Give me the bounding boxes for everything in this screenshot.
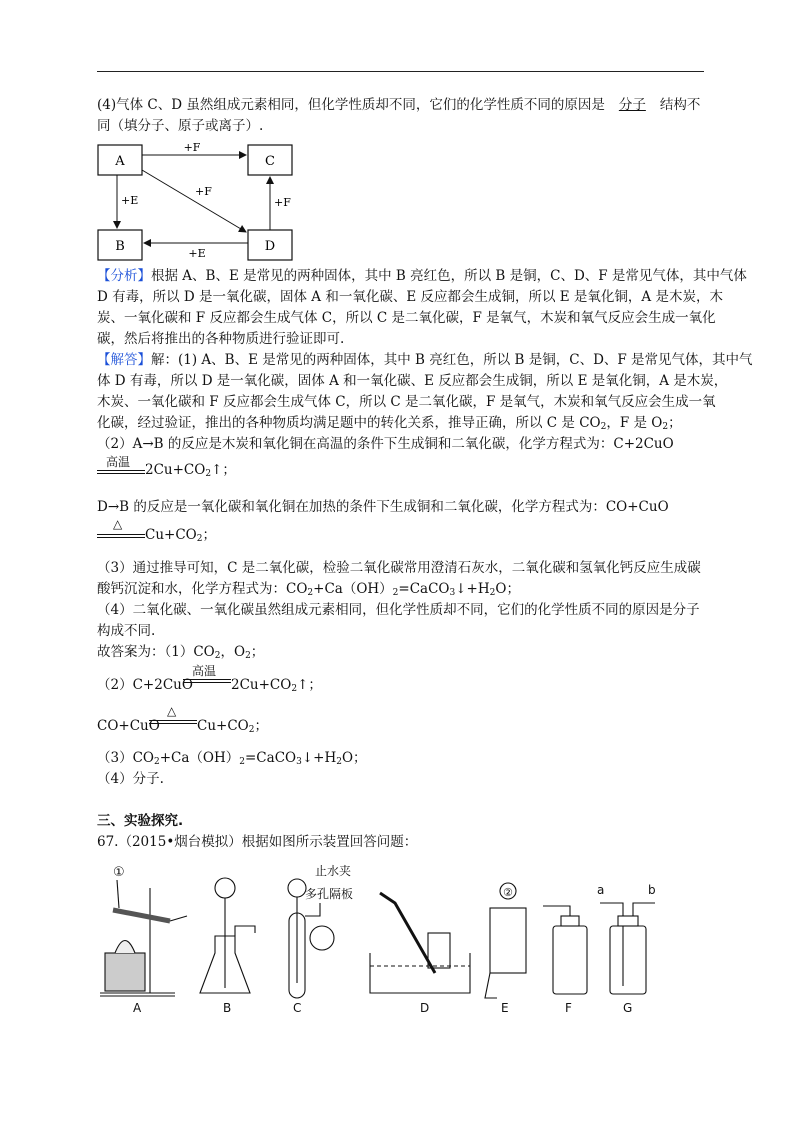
cond-heat: △ — [113, 517, 123, 531]
caption-d: D — [420, 1001, 430, 1015]
answers-2-right: $2Cu+CO_2↑$； — [231, 677, 322, 694]
answers-3: $(3)CO_2+Ca(OH)_2=CaCO_3↓+H_2O$； — [97, 750, 367, 767]
box-a-label: A — [115, 154, 125, 169]
solution-line2: 体 D 有毒，所以 D 是一氧化碳，固体 A 和一氧化碳、E 反应都会生成铜，所以 E 是氧化铜，A 是木炭， — [97, 373, 728, 389]
answers-cond-high: 高温 — [192, 664, 217, 678]
solution-line3: 木炭、一氧化碳和 F 反应都会生成气体 C，所以 C 是二氧化碳，F 是氧气，木炭和氧气反应会生成一氧 — [97, 394, 716, 410]
box-c-label: C — [265, 154, 275, 169]
answers-4: （4）分子. — [97, 771, 164, 787]
caption-b: B — [223, 1001, 232, 1015]
apparatus-figure — [95, 858, 695, 1018]
solution-p4-line1: （4）二氧化碳、一氧化碳虽然组成元素相同，但化学性质却不同，它们的化学性质不同的原因是分子 — [97, 602, 700, 618]
equals-bar-2 — [97, 534, 145, 538]
label-clamp: 止水夹 — [315, 864, 352, 878]
caption-e: E — [501, 1001, 509, 1015]
solution-p2-product: $2Cu+CO_2↑$； — [145, 462, 236, 479]
apparatus-a — [100, 865, 187, 996]
analysis-line1: 【分析】根据 A、B、E 是常见的两种固体，其中 B 亮红色，所以 B 是铜，C、D、F 是常见气体，其中气体 — [97, 268, 747, 284]
q4-line2: 同（填分子、原子或离子）. — [97, 118, 264, 134]
caption-a: A — [133, 1001, 142, 1015]
label-b: b — [648, 883, 656, 897]
solution-p3-line2: 酸钙沉淀和水，化学方程式为：$CO_2+Ca(OH)_2=CaCO_3↓+H_2O$； — [97, 581, 520, 598]
label-plate: 多孔隔板 — [305, 887, 354, 901]
q4-line1: (4)气体 C、D 虽然组成元素相同，但化学性质却不同，它们的化学性质不同的原因是 分子 结构不 — [97, 97, 701, 113]
label-one: ① — [113, 865, 125, 880]
caption-c: C — [293, 1001, 302, 1015]
apparatus-f — [543, 906, 587, 994]
label-a: a — [597, 883, 605, 897]
answers-head: 故答案为：$(1)CO_2$，$O_2$； — [97, 644, 265, 661]
analysis-line2: D 有毒，所以 D 是一氧化碳，固体 A 和一氧化碳、E 反应都会生成铜，所以 E 是氧化铜，A 是木炭，木 — [97, 289, 723, 305]
apparatus-c — [288, 863, 353, 998]
caption-g: G — [623, 1001, 633, 1015]
question-67: 67.（2015•烟台模拟）根据如图所示装置回答问题： — [97, 834, 418, 850]
cond-high-temp: 高温 — [106, 455, 131, 469]
header-rule — [97, 71, 704, 72]
analysis-line3: 炭、一氧化碳和 F 反应都会生成气体 C，所以 C 是二氧化碳，F 是氧气，木炭和氧气反应会生成一氧化 — [97, 310, 716, 326]
flow-diagram — [95, 140, 310, 265]
analysis-tag: 【分析】 — [97, 268, 151, 284]
answers-equals-bar — [183, 679, 231, 683]
section-title: 三、实验探究. — [97, 813, 184, 829]
label-two: ② — [503, 886, 513, 899]
equals-bar — [97, 470, 145, 474]
solution-line4: 化碳，经过验证，推出的各种物质均满足题中的转化关系，推导正确，所以 C 是 $CO_2$，F 是 $O_2$； — [97, 415, 682, 432]
q4-answer: 分子 — [618, 97, 646, 113]
solution-line1: 【解答】解：(1) A、B、E 是常见的两种固体，其中 B 亮红色，所以 B 是铜，C、D、F 是常见气体，其中气 — [97, 352, 753, 368]
box-d-label: D — [264, 239, 276, 254]
box-b-label: B — [115, 239, 125, 254]
answers-cond-heat: △ — [167, 704, 177, 718]
caption-f: F — [565, 1001, 572, 1015]
solution-tag: 【解答】 — [97, 352, 151, 368]
solution-p4-line2: 构成不同. — [97, 623, 156, 639]
apparatus-b — [200, 878, 255, 993]
analysis-line4: 碳，然后将推出的各种物质进行验证即可. — [97, 331, 345, 347]
label-a-b: +E — [121, 194, 139, 207]
answers-equals-bar-2 — [149, 720, 197, 724]
apparatus-d — [370, 893, 470, 993]
answers-2b-left: CO+CuO — [97, 718, 160, 734]
solution-p3-line1: （3）通过推导可知，C 是二氧化碳，检验二氧化碳常用澄清石灰水，二氧化碳和氢氧化钙反应生成碳 — [97, 560, 701, 576]
solution-p2b-line: D→B 的反应是一氧化碳和氧化铜在加热的条件下生成铜和二氧化碳，化学方程式为：CO+CuO — [97, 499, 669, 515]
label-a-c: +F — [183, 141, 201, 154]
label-d-b: +E — [188, 247, 206, 260]
arrow-a-d — [142, 170, 246, 232]
apparatus-g — [597, 883, 656, 994]
answers-2b-right: $Cu+CO_2$； — [197, 718, 268, 735]
label-a-d: +F — [195, 185, 212, 198]
solution-p2-line: （2）A→B 的反应是木炭和氧化铜在高温的条件下生成铜和二氧化碳，化学方程式为：C+2CuO — [97, 436, 674, 452]
apparatus-e — [485, 883, 526, 998]
label-d-c: +F — [274, 196, 291, 209]
answers-2-left: （2）C+2CuO — [97, 677, 193, 693]
solution-p2b-product: $Cu+CO_2$； — [145, 527, 216, 544]
